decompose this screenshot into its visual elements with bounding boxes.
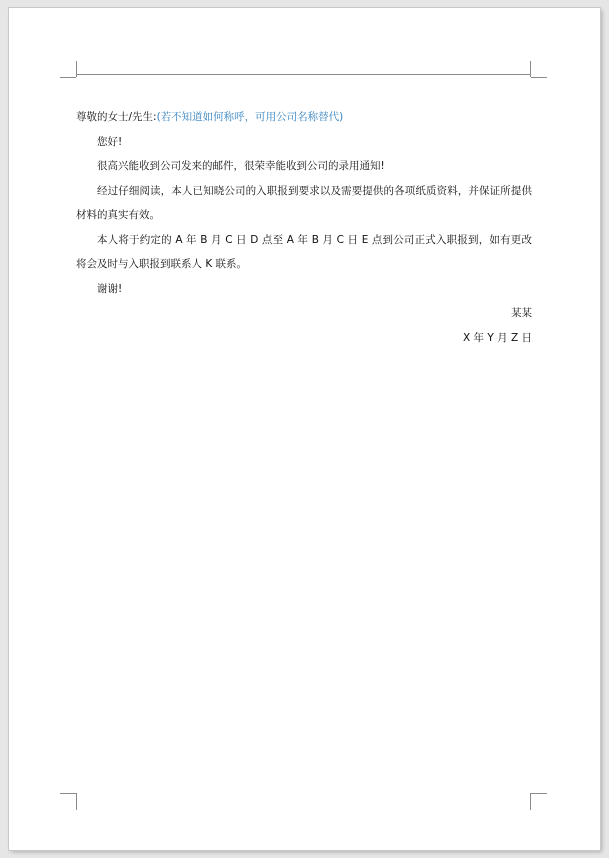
crop-mark-bottom-right	[531, 793, 547, 794]
crop-mark-top-right	[530, 61, 531, 77]
thanks: 谢谢!	[97, 282, 123, 295]
letter-body[interactable]	[76, 105, 532, 350]
date: X 年 Y 月 Z 日	[463, 331, 532, 344]
crop-mark-bottom-right	[530, 793, 531, 810]
signature: 某某	[511, 307, 532, 319]
salutation: 尊敬的女士/先生:	[76, 111, 157, 123]
paragraph-1: 很高兴能收到公司发来的邮件，很荣幸能收到公司的录用通知!	[97, 160, 385, 172]
document-page	[9, 8, 600, 850]
crop-mark-top-left	[60, 77, 76, 78]
salutation-hint: (若不知道如何称呼，可用公司名称替代)	[156, 111, 344, 123]
crop-mark-bottom-left	[76, 793, 77, 810]
crop-mark-top-right	[531, 77, 547, 78]
paragraph-2: 经过仔细阅读，本人已知晓公司的入职报到要求以及需要提供的各项纸质资料，并保证所提供材料的真实有效。	[76, 184, 532, 221]
header-rule	[77, 74, 530, 75]
crop-mark-bottom-left	[60, 793, 76, 794]
salutation-line	[76, 105, 532, 130]
greeting: 您好!	[97, 135, 123, 148]
paragraph-3: 本人将于约定的 A 年 B 月 C 日 D 点至 A 年 B 月 C 日 E 点到公司正式入职报到，如有更改将会及时与入职报到联系人 K 联系。	[76, 233, 532, 270]
